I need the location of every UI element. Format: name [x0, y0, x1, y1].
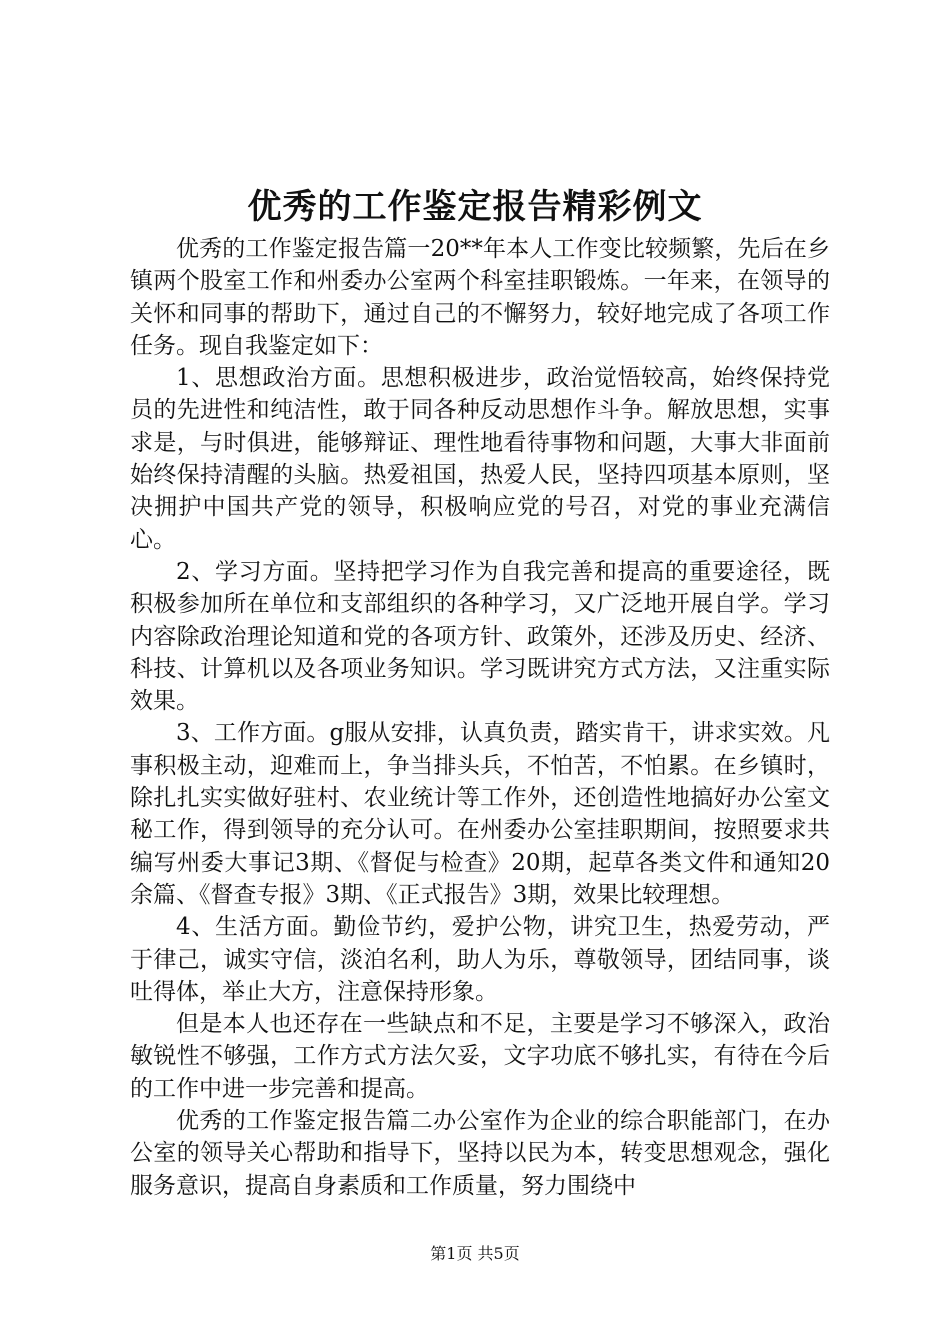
- paragraph-shortcomings: 但是本人也还存在一些缺点和不足，主要是学习不够深入，政治敏锐性不够强，工作方式方法欠妥，文字功底不够扎实，有待在今后的工作中进一步完善和提高。: [130, 1011, 830, 1102]
- paragraph-work: 3、工作方面。g服从安排，认真负责，踏实肯干，讲求实效。凡事积极主动，迎难而上，争当排头兵，不怕苦，不怕累。在乡镇时，除扎扎实实做好驻村、农业统计等工作外，还创造性地搞好办公室文秘工作，得到领导的充分认可。在州委办公室挂职期间，按照要求共编写州委大事记3期、《督促与检查》20期，起草各类文件和通知20余篇、《督查专报》3期、《正式报告》3期，效果比较理想。: [130, 720, 830, 908]
- paragraph-political: 1、思想政治方面。思想积极进步，政治觉悟较高，始终保持党员的先进性和纯洁性，敢于同各种反动思想作斗争。解放思想，实事求是，与时俱进，能够辩证、理性地看待事物和问题，大事大非面前始终保持清醒的头脑。热爱祖国，热爱人民，坚持四项基本原则，坚决拥护中国共产党的领导，积极响应党的号召，对党的事业充满信心。: [130, 365, 830, 553]
- document-body: [130, 233, 830, 1202]
- paragraph-life: 4、生活方面。勤俭节约，爱护公物，讲究卫生，热爱劳动，严于律己，诚实守信，淡泊名利，助人为乐，尊敬领导，团结同事，谈吐得体，举止大方，注意保持形象。: [130, 914, 830, 1005]
- paragraph-study: 2、学习方面。坚持把学习作为自我完善和提高的重要途径，既积极参加所在单位和支部组织的各种学习，又广泛地开展自学。学习内容除政治理论知道和党的各项方针、政策外，还涉及历史、经济、科技、计算机以及各项业务知识。学习既讲究方式方法，又注重实际效果。: [130, 558, 830, 715]
- document-title: 优秀的工作鉴定报告精彩例文: [247, 187, 703, 227]
- paragraph-part-two: 优秀的工作鉴定报告篇二办公室作为企业的综合职能部门，在办公室的领导关心帮助和指导下，坚持以民为本，转变思想观念，强化服务意识，提高自身素质和工作质量，努力围绕中: [130, 1108, 830, 1199]
- paragraph-intro: 优秀的工作鉴定报告篇一20**年本人工作变比较频繁，先后在乡镇两个股室工作和州委办公室两个科室挂职锻炼。一年来，在领导的关怀和同事的帮助下，通过自己的不懈努力，较好地完成了各项工作任务。现自我鉴定如下：: [130, 236, 830, 359]
- page-footer: 第1页 共5页: [430, 1244, 520, 1263]
